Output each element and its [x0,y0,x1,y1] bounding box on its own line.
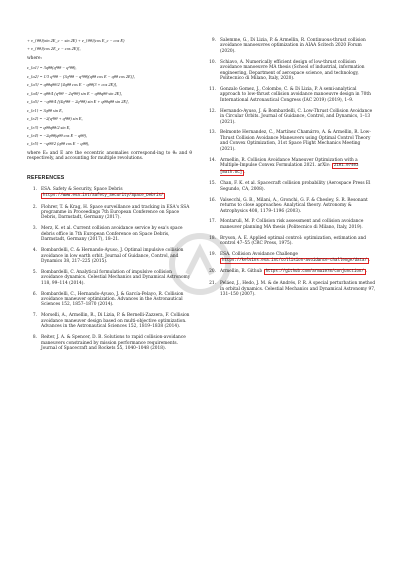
reference-citation: Flohrer, T. & Krag, H. Space surveillance and tracking in ESA's SSA programme in Proceedings 7th European Conference on Space Debris, Darmstadt, Germany (2017). [41,204,190,221]
reference-number: 16. [209,197,216,203]
reference-text [220,181,376,192]
reference-number: 8. [32,335,37,341]
reference-citation: ESA. Safety & Security, Space Debris [41,187,123,193]
reference-citation: Peláez, J., Hedo, J. M. & de Andrés, P. R. A special perturbation method in orbital dynamics. Celestial Mechanics and Dynamical Astronomy 97, 131–150 (2007). [220,281,376,298]
reference-text [220,219,376,230]
reference-number: 20. [209,269,216,275]
reference-number: 1. [32,187,37,193]
reference-number: 10. [209,59,216,65]
equation-line-a-1: ε_{a1} = 3qθθ(q²θθ − q²θθ), [27,65,77,71]
equation-line-a-2: ε_{a2} = 1/3 q³θθ − (3q²θθ − q²θθ)(qθθ cos E − qθθ cos 2E)], [27,73,135,79]
reference-suffix: . [368,257,371,263]
reference-suffix: . [244,169,246,175]
equation-line-a-3: ε_{a3} = qθθqθθ/2 [4qθθ cos E − qθθ(3 + cos 2E)], [27,82,118,88]
reference-citation: Montaruli, M. P. Collision risk assessment and collision avoidance maneuver planning MA thesis (Politecnico di Milano, Italy, 2019). [220,219,364,230]
reference-number: 21. [209,281,216,287]
reference-number: 6. [32,291,37,297]
reference-text [220,109,376,125]
reference-number: 13. [209,130,216,136]
reference-item [206,87,376,103]
reference-number: 19. [209,252,216,258]
reference-number: 4. [32,248,37,254]
watermark-logo-icon [168,232,232,296]
reference-text [220,236,376,247]
reference-number: 3. [32,226,37,232]
equation-line-e-5: ε_{e5} = −qθθ/2 (qθθ cos E − qθθ), [27,141,90,147]
reference-text [220,87,376,103]
reference-number: 15. [209,181,216,187]
reference-text [220,252,376,264]
reference-citation: Morselli, A., Armellin, R., Di Lizia, P. & Bernelli-Zazzera, F. Collision avoidance maneuver design based on multi-objective optimization. Advances in the Astronautical Sciences 152, 1819–1838 (2014). [41,313,190,330]
reference-item [206,38,376,54]
reference-citation: Belmonte Hernandez, C., Martínez Chamárro, A. & Armellin, R. Low-Thrust Collision Avoidance Maneuvers using Optimal Control Theory and Convex Optimization, 31st Space Flight Mechanics Meeting (2021). [220,130,371,152]
reference-text [220,130,376,152]
where-label: where: [27,55,43,61]
reference-text [220,38,376,54]
reference-citation: Armellin, R. Github [220,269,264,275]
equation-block-a [27,65,192,104]
equation-block-top [27,38,192,52]
reference-number: 17. [209,219,216,225]
reference-item [27,313,192,329]
reference-number: 5. [32,269,37,275]
equation-line-a-4: ε_{a4} = qθθ/4 (q²θθ − 2q²θθ) sin E − qθθqθθ sin 2E], [27,90,123,96]
reference-item [27,187,192,199]
reference-citation: Schiavo, A. Numerically efficient design of low-thrust collision avoidance manoeuvre MA thesis (School of industrial, information engineering, Department of aerospace science, and technology, Politecnico di Milano, Italy, 2020). [220,59,365,82]
reference-text [220,281,376,297]
reference-citation: Reiter, J. A. & Spencer, D. B. Solutions to rapid collision-avoidance maneuvers constrained by mission performance requirements. Journal of Spacecraft and Rockets 55, 1040–1048 (2018). [41,335,186,351]
where-paragraph: where E₀ and E are the eccentric anomalies correspond-ing to θ₀ and θ respectively, and accounting for multiple revolutions. [27,150,192,162]
equation-line-top-1: + v_{θθ}(σin 2E_c − sin 2E) + e_{θθ}(cos E_c − cos E) [27,38,125,43]
equation-line-e-4: ε_{e4} = −2qθθ(qθθ cos E − qθθ), [27,132,88,138]
reference-number: 12. [209,108,216,114]
reference-item [206,130,376,152]
reference-number: 18. [209,235,216,241]
reference-citation: Valsecchi, G. B., Milani, A., Gronchi, G. F. & Chesley, S. R. Resonant returns to close approaches: Analytical theory. Astronomy & Astrophysics 408, 1179–1196 (2003). [220,197,368,214]
reference-number: 9. [211,38,216,43]
reference-citation: Salemme, G., Di Lizia, P. & Armellin, R. Continuous-thrust collision avoidance manoeuvres optimization in AIAA Scitech 2020 Forum (2020). [220,38,366,54]
reference-citation: ESA. Collision Avoidance Challenge [220,252,298,258]
equation-line-e-1: ε_{e1} = 3qθθ sin E, [27,107,63,113]
reference-item [206,219,376,230]
reference-item [27,335,192,351]
reference-text [220,60,376,82]
reference-item [206,198,376,214]
equation-block-e [27,108,192,147]
reference-citation: Bryson, A. E. Applied optimal control: optimization, estimation and control 47–55 (CRC Press, 1975). [220,235,367,247]
reference-citation: Gonzalo Gomez, J., Colombo, C. & Di Lizia, P. A semi-analytical approach to low-thrust collision avoidance manoeuvre design in 70th International Astronautical Congress (IAC 2019) (2019), 1–9. [220,86,371,103]
reference-link[interactable]: https://kelvins.esa.int/collision-avoidance-challenge/data/ [222,258,367,263]
reference-item [27,205,192,221]
reference-citation: Hernando-Ayuso, J. & Bombardelli, C. Low-Thrust Collision Avoidance in Circular Orbits. Journal of Guidance, Control, and Dynamics, 1–13 (2021). [220,108,373,125]
reference-item [206,158,376,176]
left-column [27,38,192,357]
reference-text [41,335,192,351]
reference-number: 7. [32,313,37,319]
reference-text [220,198,376,214]
references-heading: REFERENCES [27,174,65,181]
reference-number: 2. [32,204,37,210]
reference-link[interactable]: https://github.com/arma1978/conjunction/ [265,270,364,275]
reference-link[interactable]: 2101.07403 [math.OC] [220,164,359,175]
equation-line-a-5: ε_{a5} = −qθθ/4 [(4q²θθ − 2q²θθ) sin E + qθθqθθ sin 2E], [27,99,129,105]
reference-citation: Bombardelli, C., Hernando-Ayuso, J. & García-Pelayo, R. Collision avoidance maneuver optimization. Advances in the Astronautical Sciences 152, 1857–1870 (2014). [41,291,184,308]
reference-suffix: . [365,269,368,275]
reference-item [206,109,376,125]
reference-item [206,181,376,192]
equation-line-top-2: + v_{θθ}(cos 2E_c − cos 2E)], [27,46,81,52]
reference-citation: Chan, F. K. et al. Spacecraft collision probability (Aerospace Press El Segundo, CA, 2008). [220,181,371,192]
reference-text [41,205,192,221]
reference-text [41,313,192,329]
reference-text [220,158,376,176]
reference-text [41,187,192,199]
reference-item [206,60,376,82]
reference-citation: Bombardelli, C. & Hernando-Ayuso, J. Optimal impulsive collision avoidance in low earth orbit. Journal of Guidance, Control, and Dynamics 38, 217–225 (2015). [41,248,184,264]
equation-line-e-3: ε_{e3} = qθθqθθ/2 sin E, [27,124,71,130]
reference-number: 11. [209,86,216,92]
reference-citation: Bombardelli, C. Analytical formulation of impulsive collision avoidance dynamics. Celestial Mechanics and Dynamical Astronomy 118, 99–114 (2014). [41,269,191,286]
reference-link[interactable]: https://www.esa.int/Safety_Security/Space_Debris/ [43,193,164,198]
equation-line-e-2: ε_{e2} = −2(q²θθ + q²θθ) sin E, [27,116,83,122]
reference-citation: Armellin, R. Collision Avoidance Maneuver Optimization with a Multiple-Impulse Convex Formulation 2021. arXiv: [220,157,358,169]
reference-text [220,269,376,275]
reference-citation: Merz, K. et al. Current collision avoidance service by esa's space debris office in 7th European Conference on Space Debris, Darmstadt, Germany (2017), 18–21. [41,226,183,243]
reference-number: 14. [209,157,216,163]
